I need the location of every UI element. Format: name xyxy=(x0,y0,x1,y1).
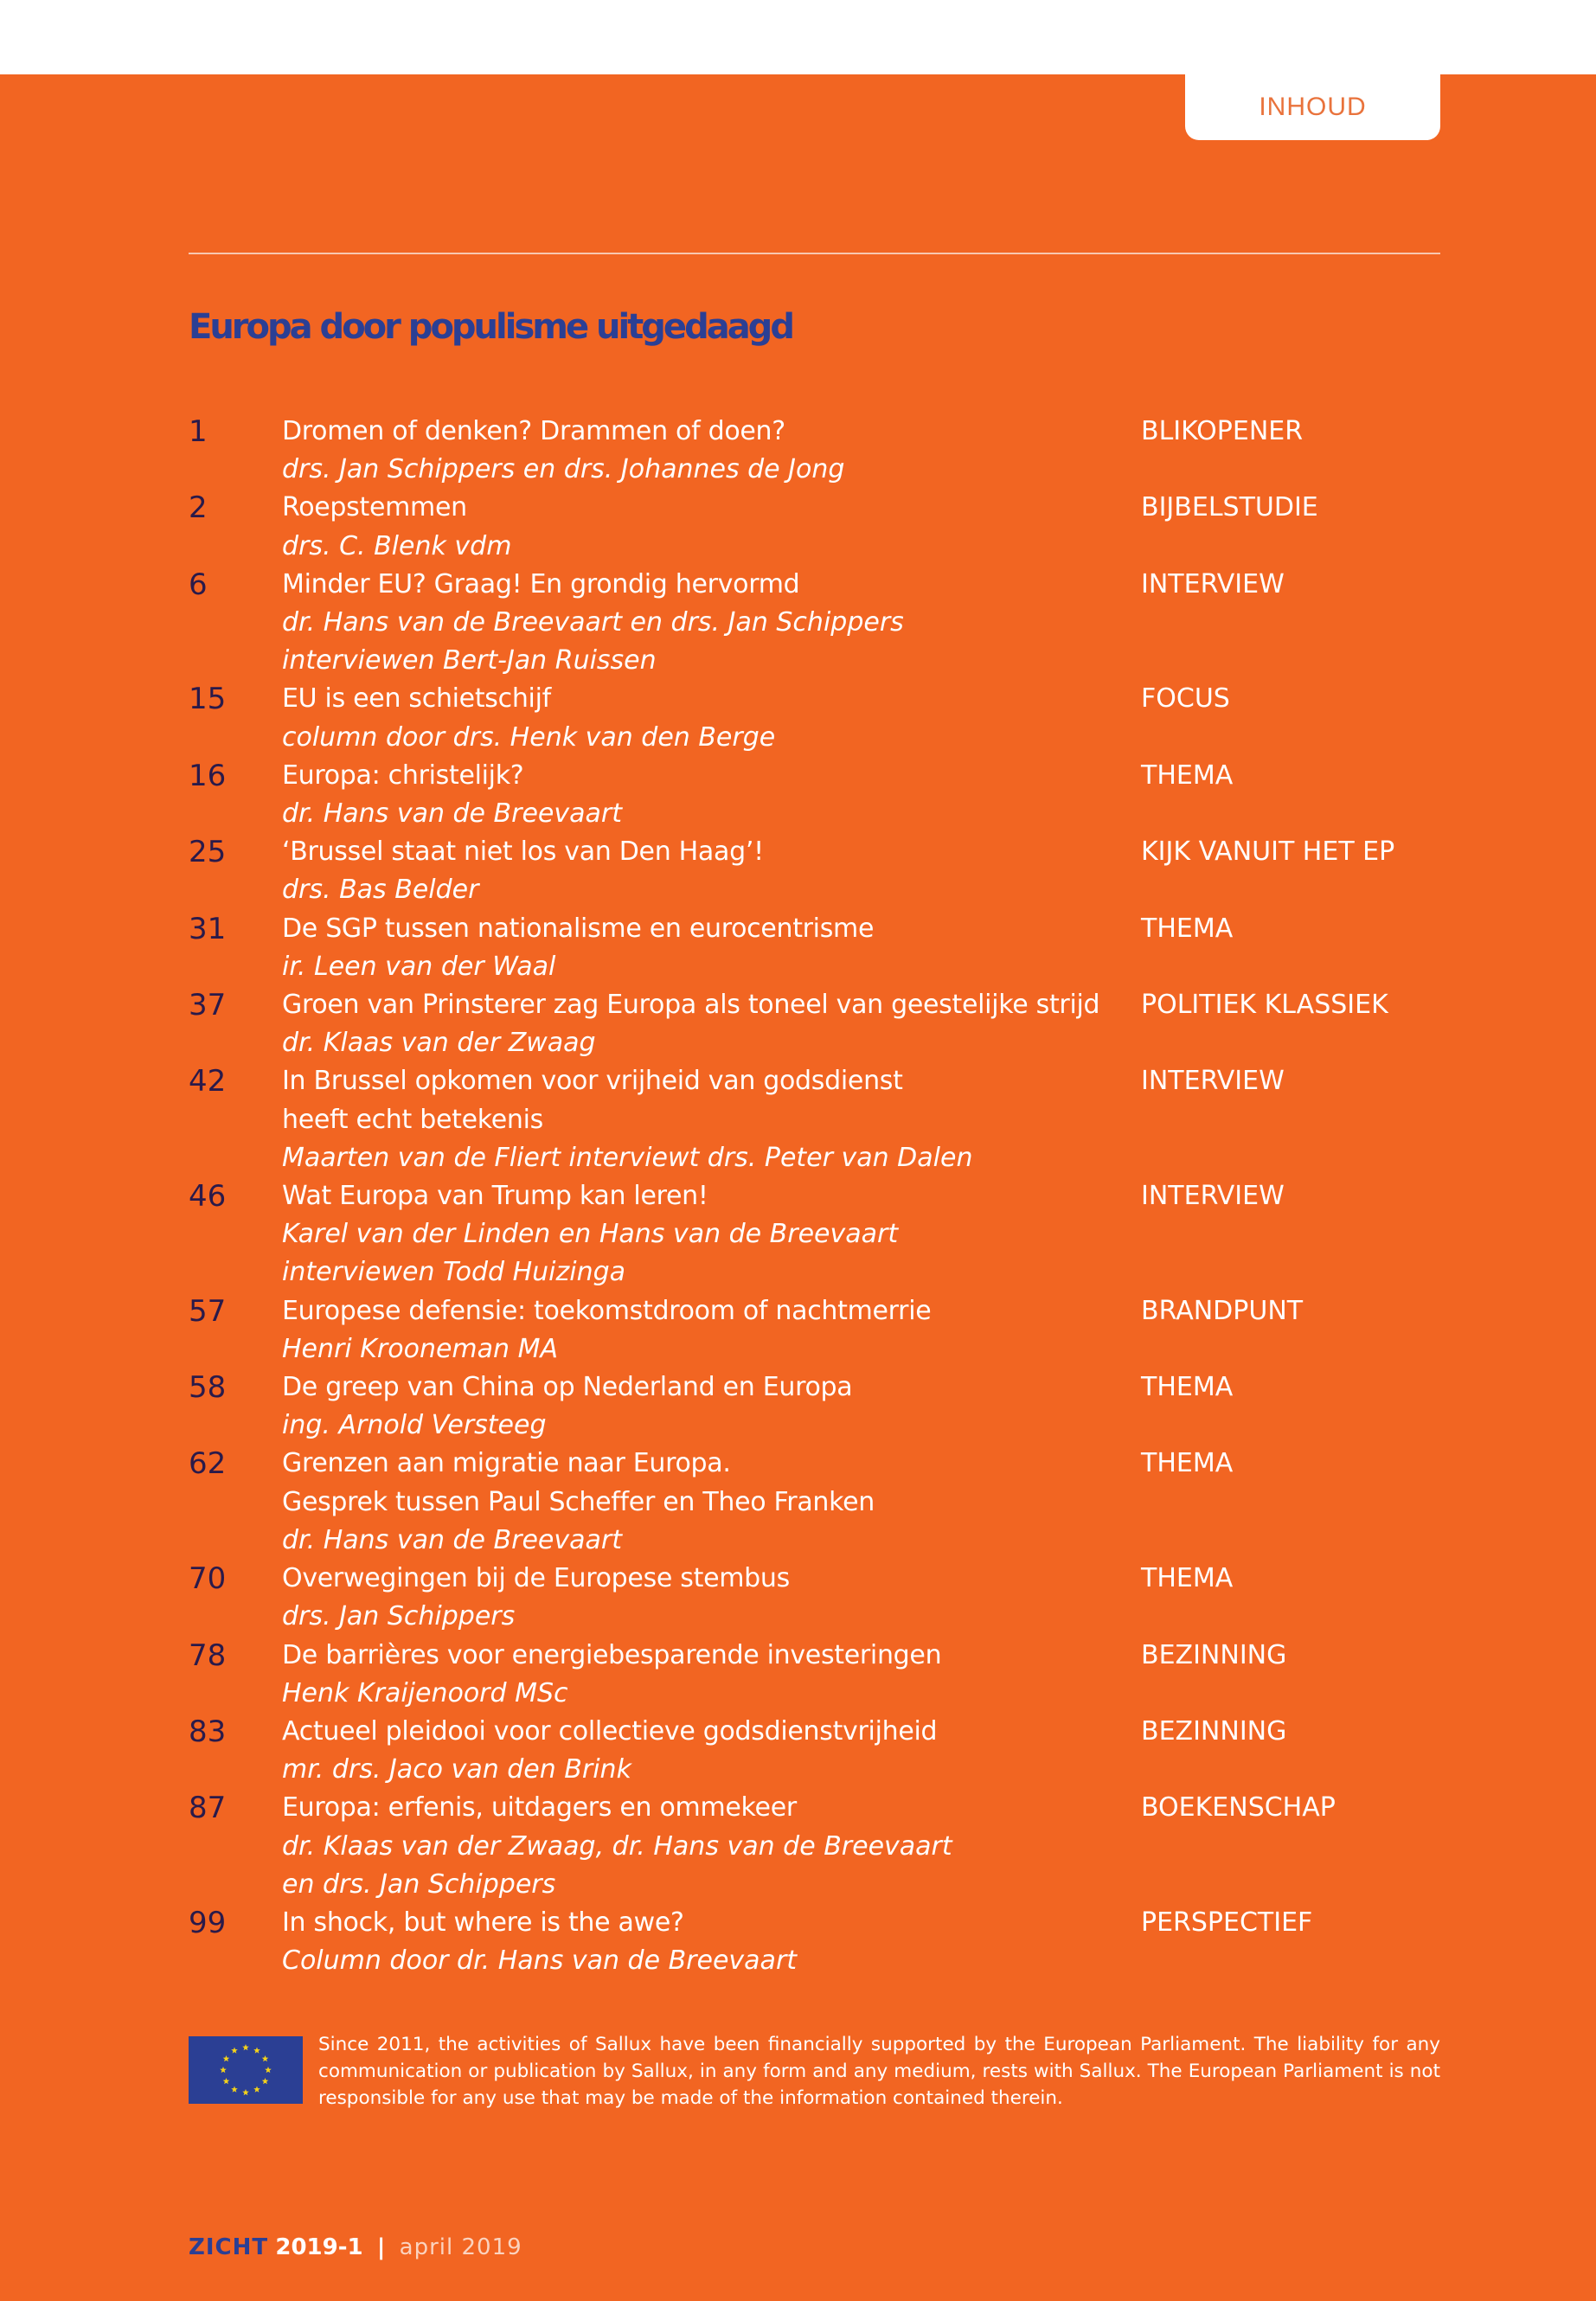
toc-article-author: drs. C. Blenk vdm xyxy=(282,530,512,561)
toc-page-number: 99 xyxy=(189,1905,227,1940)
toc-entry xyxy=(0,489,1596,565)
toc-page-number: 62 xyxy=(189,1446,227,1482)
title-divider xyxy=(189,253,1440,254)
toc-category: INTERVIEW xyxy=(1141,1181,1285,1212)
toc-article-author: interviewen Bert-Jan Ruissen xyxy=(282,645,657,676)
toc-entry xyxy=(0,757,1596,833)
toc-article-author: interviewen Todd Huizinga xyxy=(282,1257,626,1288)
toc-category: INTERVIEW xyxy=(1141,1066,1285,1097)
toc-entry xyxy=(0,1713,1596,1789)
toc-entry xyxy=(0,1368,1596,1445)
toc-entry xyxy=(0,566,1596,681)
toc-page-number: 31 xyxy=(189,911,227,946)
toc-article-title: ‘Brussel staat niet los van Den Haag’! xyxy=(282,836,764,868)
toc-entry xyxy=(0,1445,1596,1560)
toc-category: FOCUS xyxy=(1141,683,1230,715)
toc-page-number: 6 xyxy=(189,567,208,602)
toc-category: BEZINNING xyxy=(1141,1715,1287,1747)
toc-article-title: Dromen of denken? Drammen of doen? xyxy=(282,416,785,446)
toc-article-author: Column door dr. Hans van de Breevaart xyxy=(282,1945,798,1977)
toc-article-title: Europa: christelijk? xyxy=(282,760,524,791)
toc-page-number: 16 xyxy=(189,758,227,793)
toc-page-number: 46 xyxy=(189,1179,227,1215)
toc-article-author: ing. Arnold Versteeg xyxy=(282,1410,547,1441)
funding-disclaimer: Since 2011, the activities of Sallux have been financially supported by the European Parliament. The liability for any communication or publication by Sallux, in any form and any medium, rests with Sallux. The European Parliament is not responsible for any use that may be made of the information contained therein. xyxy=(318,2034,1440,2109)
toc-entry xyxy=(0,986,1596,1062)
toc-article-author: column door drs. Henk van den Berge xyxy=(282,721,776,753)
toc-article-title: EU is een schietschijf xyxy=(282,683,551,715)
toc-article-title: Actueel pleidooi voor collectieve godsdienstvrijheid xyxy=(282,1715,938,1747)
toc-category: BEZINNING xyxy=(1141,1639,1287,1670)
toc-category: PERSPECTIEF xyxy=(1141,1907,1313,1938)
toc-article-author: drs. Jan Schippers xyxy=(282,1601,516,1632)
toc-article-title: Gesprek tussen Paul Scheffer en Theo Franken xyxy=(282,1486,875,1517)
toc-page-number: 15 xyxy=(189,682,227,717)
toc-entry xyxy=(0,1560,1596,1636)
toc-article-author: drs. Bas Belder xyxy=(282,875,479,906)
page-footer xyxy=(189,2232,522,2263)
magazine-name: ZICHT xyxy=(189,2234,269,2260)
toc-article-title: Overwegingen bij de Europese stembus xyxy=(282,1563,790,1594)
toc-entry xyxy=(0,413,1596,489)
toc-article-title: In shock, but where is the awe? xyxy=(282,1907,684,1938)
toc-page-number: 25 xyxy=(189,835,227,870)
toc-category: THEMA xyxy=(1141,760,1234,791)
toc-article-title: Grenzen aan migratie naar Europa. xyxy=(282,1448,731,1479)
toc-category: THEMA xyxy=(1141,913,1234,944)
page-title: Europa door populisme uitgedaagd xyxy=(189,307,792,347)
table-of-contents xyxy=(0,413,1596,1980)
toc-page-number: 87 xyxy=(189,1791,227,1826)
issue-number: 2019-1 xyxy=(275,2234,363,2260)
toc-article-author: dr. Hans van de Breevaart xyxy=(282,798,622,830)
toc-article-title: Minder EU? Graag! En grondig hervormd xyxy=(282,568,800,599)
toc-article-author: Henk Kraijenoord MSc xyxy=(282,1677,568,1708)
toc-entry xyxy=(0,833,1596,909)
toc-article-title: heeft echt betekenis xyxy=(282,1104,543,1135)
toc-entry xyxy=(0,1292,1596,1368)
toc-entry xyxy=(0,1062,1596,1177)
toc-article-author: dr. Klaas van der Zwaag, dr. Hans van de Breevaart xyxy=(282,1830,952,1862)
toc-article-author: en drs. Jan Schippers xyxy=(282,1868,556,1900)
issue-date: april 2019 xyxy=(399,2234,522,2260)
toc-entry xyxy=(0,910,1596,986)
toc-category: BRANDPUNT xyxy=(1141,1295,1304,1326)
toc-article-author: dr. Klaas van der Zwaag xyxy=(282,1028,596,1059)
toc-article-author: Henri Krooneman MA xyxy=(282,1333,558,1364)
toc-article-title: De SGP tussen nationalisme en eurocentrisme xyxy=(282,913,875,944)
toc-article-author: dr. Hans van de Breevaart en drs. Jan Schippers xyxy=(282,607,904,638)
toc-category: THEMA xyxy=(1141,1563,1234,1594)
eu-flag-icon xyxy=(189,2036,303,2104)
toc-article-title: Roepstemmen xyxy=(282,492,467,523)
toc-article-author: Karel van der Linden en Hans van de Breevaart xyxy=(282,1219,899,1250)
toc-article-author: mr. drs. Jaco van den Brink xyxy=(282,1754,631,1785)
toc-page-number: 83 xyxy=(189,1714,227,1749)
toc-article-title: Europa: erfenis, uitdagers en ommekeer xyxy=(282,1792,797,1823)
toc-category: THEMA xyxy=(1141,1372,1234,1403)
toc-article-title: In Brussel opkomen voor vrijheid van godsdienst xyxy=(282,1066,903,1097)
toc-article-author: dr. Hans van de Breevaart xyxy=(282,1524,622,1555)
footer-separator: | xyxy=(376,2234,386,2260)
toc-entry xyxy=(0,680,1596,756)
toc-article-title: De greep van China op Nederland en Europa xyxy=(282,1372,853,1403)
toc-entry xyxy=(0,1904,1596,1980)
toc-page-number: 42 xyxy=(189,1064,227,1099)
toc-page-number: 70 xyxy=(189,1561,227,1597)
toc-category: BOEKENSCHAP xyxy=(1141,1792,1336,1823)
toc-page-number: 58 xyxy=(189,1370,227,1406)
toc-page-number: 1 xyxy=(189,414,208,449)
toc-category: BLIKOPENER xyxy=(1141,416,1304,446)
toc-article-title: Wat Europa van Trump kan leren! xyxy=(282,1181,708,1212)
toc-article-author: Maarten van de Fliert interviewt drs. Peter van Dalen xyxy=(282,1142,973,1173)
toc-category: KIJK VANUIT HET EP xyxy=(1141,836,1395,868)
toc-page-number: 57 xyxy=(189,1293,227,1329)
toc-category: BIJBELSTUDIE xyxy=(1141,492,1318,523)
toc-page-number: 37 xyxy=(189,988,227,1023)
section-tab: INHOUD xyxy=(1185,74,1440,140)
toc-entry xyxy=(0,1177,1596,1292)
toc-article-author: ir. Leen van der Waal xyxy=(282,951,556,982)
toc-entry xyxy=(0,1637,1596,1713)
toc-page-number: 2 xyxy=(189,490,208,526)
toc-article-title: Europese defensie: toekomstdroom of nachtmerrie xyxy=(282,1295,932,1326)
toc-category: POLITIEK KLASSIEK xyxy=(1141,990,1388,1021)
toc-category: THEMA xyxy=(1141,1448,1234,1479)
toc-article-title: Groen van Prinsterer zag Europa als toneel van geestelijke strijd xyxy=(282,990,1100,1021)
toc-category: INTERVIEW xyxy=(1141,568,1285,599)
toc-page-number: 78 xyxy=(189,1638,227,1673)
toc-entry xyxy=(0,1789,1596,1904)
toc-article-author: drs. Jan Schippers en drs. Johannes de Jong xyxy=(282,454,845,485)
toc-article-title: De barrières voor energiebesparende investeringen xyxy=(282,1639,942,1670)
